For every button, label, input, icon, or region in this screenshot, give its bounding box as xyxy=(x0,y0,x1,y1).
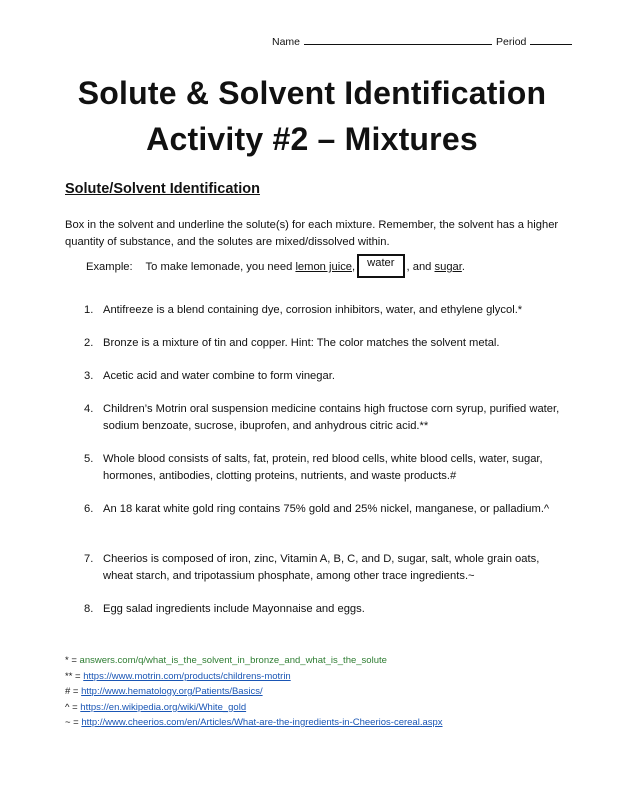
example-label: Example: xyxy=(86,261,133,273)
instructions: Box in the solvent and underline the solute(s) for each mixture. Remember, the solvent has a higher quantity of substance, and the solutes are mixed/dissolved within. xyxy=(65,219,559,248)
footnote-marker: ~ = xyxy=(65,717,82,728)
example-solute-2: sugar xyxy=(434,261,462,273)
question-number: 8. xyxy=(84,603,94,615)
question-item xyxy=(84,601,564,618)
question-item xyxy=(84,302,564,319)
question-number: 5. xyxy=(84,453,94,465)
question-text: Cheerios is composed of iron, zinc, Vitamin A, B, C, and D, sugar, salt, whole grain oats, wheat starch, and tripotassium phosphate, among other trace ingredients.~ xyxy=(103,553,540,582)
footnote-row xyxy=(65,684,443,700)
footnote-link-cheerios[interactable]: http://www.cheerios.com/en/Articles/What-are-the-ingredients-in-Cheerios-cereal.aspx xyxy=(81,717,443,728)
question-number: 2. xyxy=(84,337,94,349)
footnote-marker: # = xyxy=(65,686,82,697)
footnote-row xyxy=(65,669,443,685)
example-mid: , and xyxy=(406,261,432,273)
question-item xyxy=(84,368,564,385)
footnotes xyxy=(65,653,443,731)
title-line-2: Activity #2 – Mixtures xyxy=(146,121,478,157)
footnote-marker: ^ = xyxy=(65,701,81,713)
question-text: An 18 karat white gold ring contains 75% gold and 25% nickel, manganese, or palladium.^ xyxy=(103,503,550,515)
question-text: Whole blood consists of salts, fat, protein, red blood cells, white blood cells, water, sugar, hormones, antibodies, clotting proteins, nutrients, and waste products.# xyxy=(103,453,543,482)
name-label: Name xyxy=(272,36,301,48)
footnote-link-wikipedia[interactable]: https://en.wikipedia.org/wiki/White_gold xyxy=(80,701,247,713)
question-text: Bronze is a mixture of tin and copper. Hint: The color matches the solvent metal. xyxy=(103,337,500,349)
example-solute-1: lemon juice xyxy=(295,261,353,273)
period-label: Period xyxy=(496,36,527,48)
question-item xyxy=(84,501,564,518)
title-line-1: Solute & Solvent Identification xyxy=(77,75,547,111)
question-item xyxy=(84,335,564,352)
question-number: 4. xyxy=(84,403,94,415)
question-item xyxy=(84,551,564,584)
example-comma: , xyxy=(352,261,356,273)
footnote-link-motrin[interactable]: https://www.motrin.com/products/childrens-motrin xyxy=(83,670,291,682)
footnote-link-hematology[interactable]: http://www.hematology.org/Patients/Basics/ xyxy=(81,686,263,697)
question-item xyxy=(84,401,564,434)
question-item xyxy=(84,451,564,484)
footnote-source-text: answers.com/q/what_is_the_solvent_in_bronze_and_what_is_the_solute xyxy=(79,655,387,666)
example-end: . xyxy=(461,261,465,273)
question-text: Children’s Motrin oral suspension medicine contains high fructose corn syrup, purified water, sodium benzoate, sucrose, ibuprofen, and anhydrous citric acid.** xyxy=(103,403,560,432)
footnote-marker: ** = xyxy=(65,670,84,682)
section-heading: Solute/Solvent Identification xyxy=(65,181,260,197)
example-solvent-box: water xyxy=(357,254,404,278)
footnote-marker: * = xyxy=(65,655,80,666)
question-text: Antifreeze is a blend containing dye, corrosion inhibitors, water, and ethylene glycol.* xyxy=(103,304,523,316)
question-text: Acetic acid and water combine to form vinegar. xyxy=(103,370,335,382)
question-number: 7. xyxy=(84,553,94,565)
question-number: 6. xyxy=(84,503,94,515)
footnote-row xyxy=(65,715,443,731)
question-number: 1. xyxy=(84,304,94,316)
footnote-row xyxy=(65,700,443,716)
example-prefix: To make lemonade, you need xyxy=(145,261,293,273)
footnote-row xyxy=(65,653,443,669)
question-text: Egg salad ingredients include Mayonnaise and eggs. xyxy=(103,603,365,615)
question-number: 3. xyxy=(84,370,94,382)
